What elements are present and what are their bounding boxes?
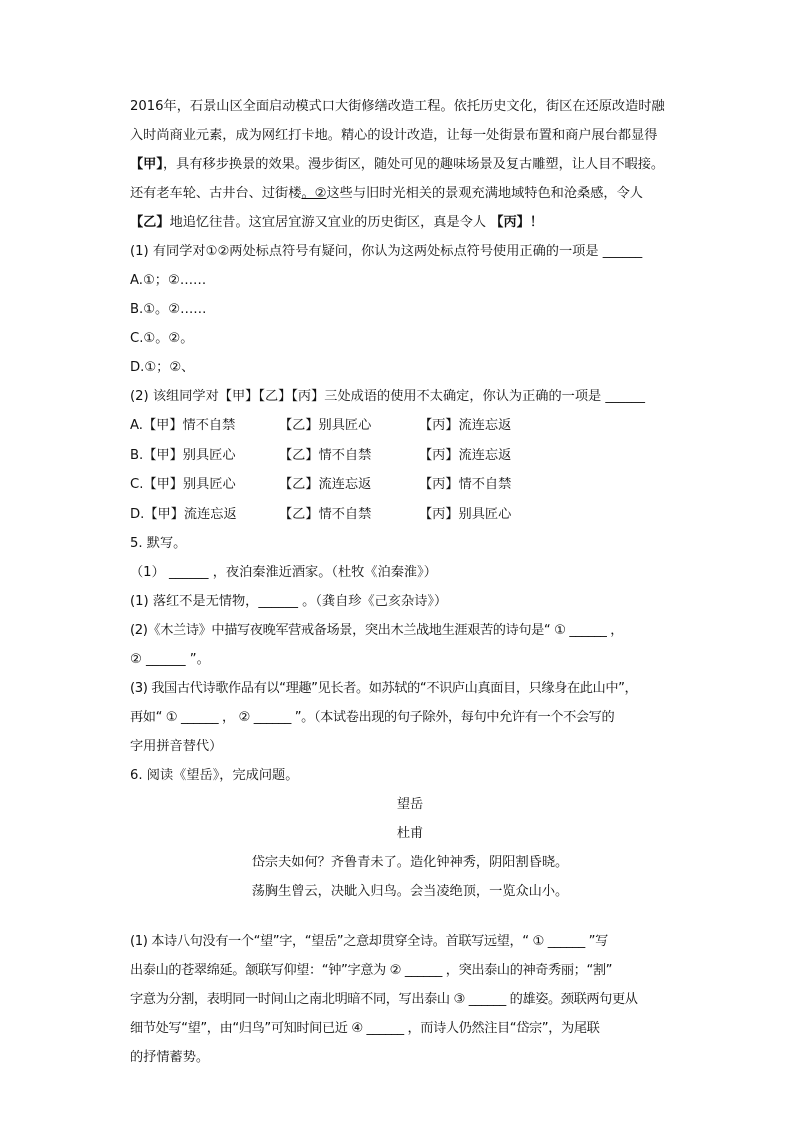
poem-line-1: 岱宗夫如何？齐鲁青未了。造化钟神秀，阴阳割昏晓。 <box>251 855 569 870</box>
idiom-option-cell: 【乙】情不自禁 <box>279 506 372 522</box>
dictation-item-4-line-1: (3) 我国古代诗歌作品有以“理趣”见长者。如苏轼的“不识庐山真面目，只缘身在此山中”， <box>130 681 638 696</box>
question-2-stem: (2) 该组同学对【甲】【乙】【丙】三处成语的使用不太确定，你认为正确的一项是 ______ <box>130 389 645 404</box>
dictation-item-3-line-1[interactable]: (2)《木兰诗》中描写夜晚军营戒备场景，突出木兰战地生涯艰苦的诗句是“ ① ______ ， <box>130 623 624 638</box>
poem-title: 望岳 <box>396 797 424 812</box>
question-1-stem: (1) 有同学对①②两处标点符号有疑问，你认为这两处标点符号使用正确的一项是 ______ <box>130 244 643 259</box>
idiom-option-c[interactable] <box>130 470 690 500</box>
passage-line-2: 入时尚商业元素，成为网红打卡地。精心的设计改造，让每一处街景布置和商户展台都显得 <box>130 128 658 143</box>
question-punctuation <box>130 237 690 382</box>
passage-line-1: 2016年，石景山区全面启动模式口大街修缮改造工程。依托历史文化，街区在还原改造时融 <box>130 99 665 114</box>
q6-sub1-line-2[interactable]: 出泰山的苍翠绵延。颔联写仰望：“钟”字意为 ② ______ ，突出泰山的神奇秀丽；“割” <box>130 963 613 978</box>
option-d[interactable]: D.①；②、 <box>130 360 195 375</box>
idiom-option-cell: 【丙】情不自禁 <box>419 477 512 492</box>
idiom-option-cell: 【丙】流连忘返 <box>419 418 512 433</box>
passage-line-5-text: 地追忆往昔。这宜居宜游又宜业的历史街区，真是令人 <box>169 215 487 230</box>
q6-sub1-line-4[interactable]: 细节处写“望”，由“归鸟”可知时间已近 ④ ______ ，而诗人仍然注目“岱宗”，为尾联 <box>130 1021 600 1036</box>
idiom-option-cell: 【丙】流连忘返 <box>419 447 512 463</box>
question-5-title: 5. 默写。 <box>130 536 187 551</box>
idiom-option-cell: 【乙】情不自禁 <box>279 447 372 463</box>
idiom-option-cell: A.【甲】情不自禁 <box>130 418 236 433</box>
idiom-option-a[interactable] <box>130 411 690 441</box>
idiom-option-cell: D.【甲】流连忘返 <box>130 506 237 522</box>
idiom-option-cell: C.【甲】别具匠心 <box>130 477 236 492</box>
dictation-item-4-line-3: 字用拼音替代） <box>130 739 223 754</box>
blank-yi: 【乙】 <box>130 215 170 230</box>
q6-sub1-line-5: 的抒情蓄势。 <box>130 1050 210 1065</box>
idiom-option-cell: 【丙】别具匠心 <box>419 506 512 522</box>
idiom-option-cell: 【乙】别具匠心 <box>279 418 372 433</box>
q6-sub1-line-1[interactable]: (1) 本诗八句没有一个“望”字，“望岳”之意却贯穿全诗。首联写远望，“ ① ______ ”写 <box>130 934 608 949</box>
dictation-item-4-line-2[interactable]: 再如“ ① ______ ， ② ______ ”。（本试卷出现的句子除外，每句中允许有一个不会写的 <box>130 710 615 725</box>
question-6-title: 6. 阅读《望岳》，完成问题。 <box>130 768 299 783</box>
passage-line-4-a: 还有老车轮、古井台、过街楼 <box>130 186 302 201</box>
option-c[interactable]: C.①。②。 <box>130 331 194 346</box>
passage-line-4 <box>130 179 690 208</box>
blank-bing: 【丙】 <box>490 215 530 230</box>
reading-passage <box>130 92 690 237</box>
idiom-option-d[interactable] <box>130 500 690 530</box>
passage-line-3 <box>130 150 690 179</box>
idiom-option-cell: 【乙】流连忘返 <box>279 477 372 492</box>
q6-sub1-line-3[interactable]: 字意为分割，表明同一时间山之南北明暗不同，写出泰山 ③ ______ 的雄姿。颈联两句更从 <box>130 992 638 1007</box>
question-idioms <box>130 382 690 529</box>
dictation-item-1[interactable]: （1） ______ ，夜泊秦淮近酒家。（杜牧《泊秦淮》） <box>130 565 437 580</box>
exam-page <box>130 92 690 1072</box>
option-a[interactable]: A.①；②…… <box>130 273 207 288</box>
poem-author: 杜甫 <box>396 826 424 841</box>
passage-line-4-c: 这些与旧时光相关的景观充满地域特色和沧桑感，令人 <box>326 186 643 201</box>
idiom-option-cell: B.【甲】别具匠心 <box>130 447 236 463</box>
blank-jia: 【甲】 <box>130 157 163 172</box>
option-b[interactable]: B.①。②…… <box>130 302 207 317</box>
passage-line-5-end: ！ <box>529 215 544 230</box>
question-6-reading <box>130 761 690 1072</box>
question-5-dictation <box>130 529 690 761</box>
passage-line-5 <box>130 208 690 237</box>
spacer <box>130 906 690 927</box>
poem-line-2: 荡胸生曾云，决眦入归鸟。会当凌绝顶，一览众山小。 <box>251 884 569 899</box>
dictation-item-2[interactable]: (1) 落红不是无情物，______ 。（龚自珍《己亥杂诗》） <box>130 594 448 609</box>
punct-marker-1-2: 。② <box>301 186 327 201</box>
idiom-option-b[interactable] <box>130 441 690 471</box>
passage-line-3-text: ，具有移步换景的效果。漫步街区，随处可见的趣味场景及复古雕塑，让人目不暇接。 <box>162 157 665 172</box>
dictation-item-3-line-2[interactable]: ② ______ ”。 <box>130 652 210 667</box>
